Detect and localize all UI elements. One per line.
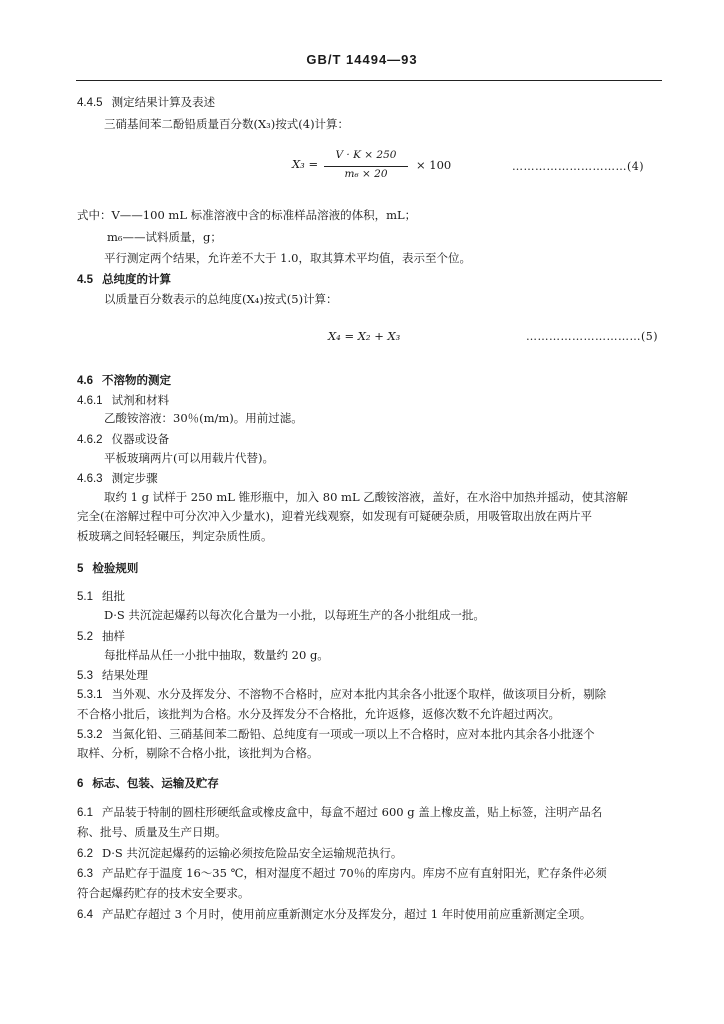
section-title: 测定步骤 — [111, 471, 158, 485]
section-number: 6.1 — [77, 807, 93, 819]
paragraph-line — [77, 726, 595, 743]
formula-denominator: m₆ × 20 — [344, 168, 388, 180]
section-title: 仪器或设备 — [111, 432, 170, 446]
paragraph-text: 当外观、水分及挥发分、不溶物不合格时，应对本批内其余各小批逐个取样，做该项目分析，剔除 — [111, 687, 607, 701]
section-4-6-3-heading — [77, 470, 158, 487]
paragraph: 以质量百分数表示的总纯度(X₄)按式(5)计算： — [104, 292, 338, 306]
section-4-5-heading — [77, 271, 171, 288]
formula-5: X₄ = X₂ + X₃ — [328, 329, 401, 343]
formula-numerator: V · K × 250 — [335, 149, 397, 161]
paragraph-line: 取样、分析，剔除不合格小批，该批判为合格。 — [77, 746, 319, 760]
section-title: 不溶物的测定 — [102, 373, 171, 387]
section-number: 6.3 — [77, 868, 93, 880]
section-number: 4.6.3 — [77, 473, 103, 485]
paragraph: 乙酸铵溶液：30％(m/m)。用前过滤。 — [104, 411, 303, 425]
header-rule — [76, 80, 662, 81]
fraction-line — [324, 166, 408, 167]
section-6-heading — [77, 775, 219, 792]
equation-reference: …………………………(4) — [512, 160, 645, 173]
paragraph: 每批样品从任一小批中抽取，数量约 20 g。 — [104, 648, 329, 662]
section-4-6-2-heading — [77, 431, 169, 448]
section-number: 4.4.5 — [77, 97, 103, 109]
section-5-3-heading — [77, 667, 148, 684]
equation-reference: …………………………(5) — [526, 330, 659, 343]
section-title: 标志、包装、运输及贮存 — [92, 776, 219, 790]
section-5-1-heading — [77, 588, 125, 605]
section-title: 总纯度的计算 — [102, 272, 171, 286]
section-number: 4.6 — [77, 375, 93, 387]
section-number: 4.6.2 — [77, 434, 103, 446]
paragraph-line — [77, 686, 606, 703]
section-title: 抽样 — [102, 629, 125, 643]
formula-tail: × 100 — [416, 158, 452, 172]
section-4-6-heading — [77, 372, 171, 389]
paragraph-line: 不合格小批后，该批判为合格。水分及挥发分不合格批，允许返修，返修次数不允许超过两次。 — [77, 707, 560, 721]
section-title: 测定结果计算及表述 — [111, 95, 216, 109]
paragraph-line: 完全(在溶解过程中可分次冲入少量水)，迎着光线观察，如发现有可疑硬杂质，用吸管取出放在两片平 — [77, 509, 592, 523]
paragraph-text: 当氮化铅、三硝基间苯二酚铅、总纯度有一项或一项以上不合格时，应对本批内其余各小批逐个 — [111, 727, 595, 741]
section-number: 5.3.2 — [77, 729, 103, 741]
section-number: 6.4 — [77, 909, 93, 921]
section-number: 6 — [77, 778, 84, 790]
paragraph-text: 产品贮存于温度 16～35 ℃，相对湿度不超过 70％的库房内。库房不应有直射阳光，贮存条件必须 — [102, 866, 607, 880]
section-number: 5.3.1 — [77, 689, 103, 701]
paragraph-line: 板玻璃之间轻轻碾压，判定杂质性质。 — [77, 529, 273, 543]
section-title: 组批 — [102, 589, 125, 603]
paragraph: 平行测定两个结果，允许差不大于 1.0，取其算术平均值，表示至个位。 — [104, 251, 471, 265]
paragraph-text: D·S 共沉淀起爆药的运输必须按危险品安全运输规范执行。 — [102, 846, 403, 860]
section-title: 检验规则 — [92, 561, 139, 575]
paragraph: 平板玻璃两片(可以用载片代替)。 — [104, 451, 274, 465]
paragraph-line: 符合起爆药贮存的技术安全要求。 — [77, 886, 250, 900]
paragraph-text: 产品贮存超过 3 个月时，使用前应重新测定水分及挥发分，超过 1 年时使用前应重新测定全项。 — [102, 907, 592, 921]
section-4-4-5-heading — [77, 94, 215, 111]
section-number: 4.6.1 — [77, 395, 103, 407]
section-title: 结果处理 — [102, 668, 148, 682]
paragraph-line — [77, 865, 607, 882]
section-number: 5.3 — [77, 670, 93, 682]
paragraph-text: 产品装于特制的圆柱形硬纸盒或橡皮盒中，每盒不超过 600 g 盖上橡皮盖，贴上标签，注明产品名 — [102, 805, 603, 819]
section-number: 4.5 — [77, 274, 93, 286]
paragraph-line: 取约 1 g 试样于 250 mL 锥形瓶中，加入 80 mL 乙酸铵溶液，盖好，在水浴中加热并摇动，使其溶解 — [104, 490, 628, 504]
standard-number-header: GB/T 14494—93 — [306, 52, 418, 67]
section-title: 试剂和材料 — [111, 393, 170, 407]
section-number: 5.2 — [77, 631, 93, 643]
section-4-6-1-heading — [77, 392, 169, 409]
paragraph: 三硝基间苯二酚铅质量百分数(X₃)按式(4)计算： — [104, 117, 350, 131]
section-5-2-heading — [77, 628, 125, 645]
paragraph-line: 称、批号、质量及生产日期。 — [77, 825, 227, 839]
section-number: 5 — [77, 563, 84, 575]
paragraph-line — [77, 906, 591, 923]
paragraph-line — [77, 804, 602, 821]
where-clause: m₆——试料质量，g； — [107, 230, 222, 244]
section-number: 6.2 — [77, 848, 93, 860]
paragraph-line — [77, 845, 402, 862]
section-number: 5.1 — [77, 591, 93, 603]
where-clause: 式中：V——100 mL 标准溶液中含的标准样品溶液的体积，mL； — [77, 208, 417, 222]
formula-lhs: X₃ = — [292, 157, 319, 171]
paragraph: D·S 共沉淀起爆药以每次化合量为一小批，以每班生产的各小批组成一批。 — [104, 608, 485, 622]
section-5-heading — [77, 560, 138, 577]
